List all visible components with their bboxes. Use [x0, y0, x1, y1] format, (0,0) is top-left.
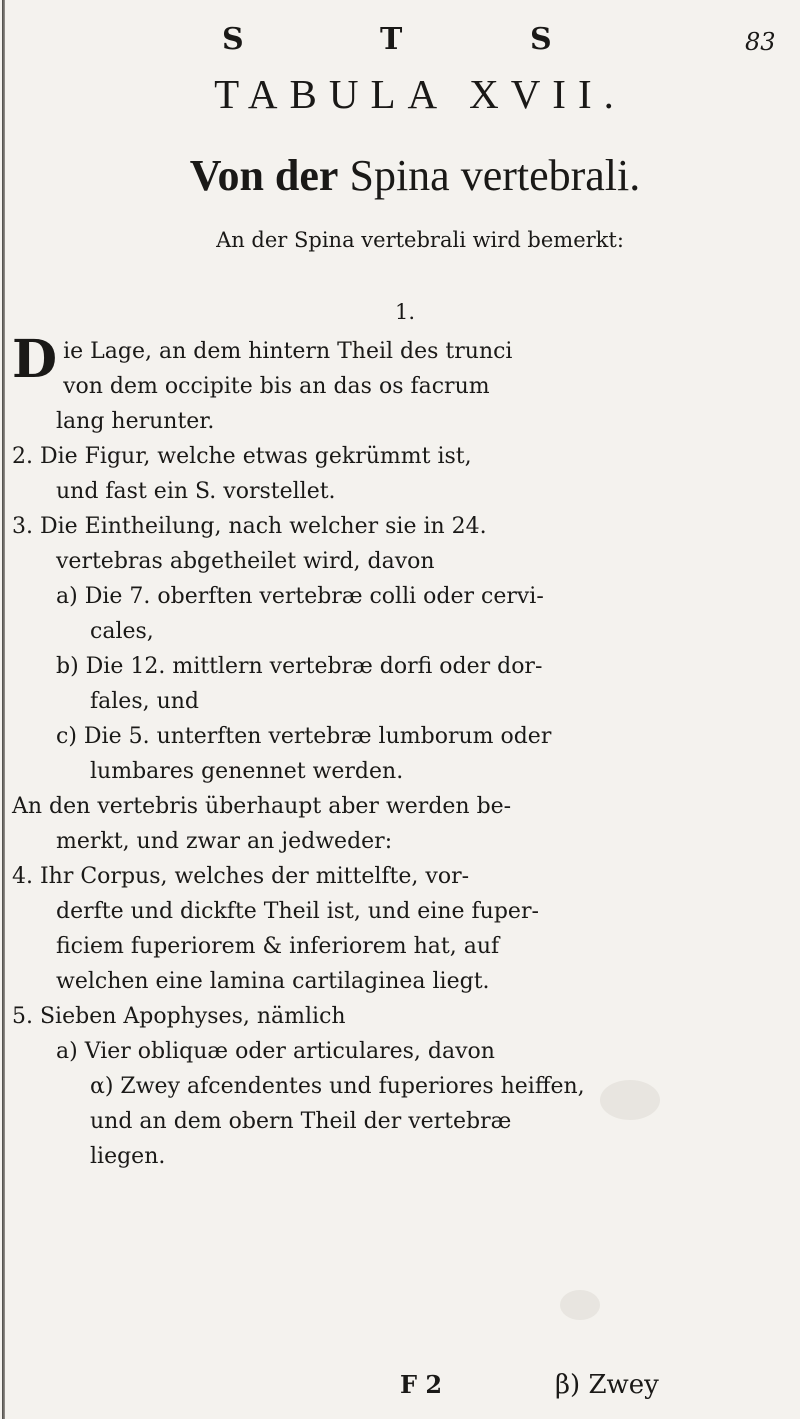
paragraph-eintheilung [12, 509, 772, 789]
header-signature-center: T [380, 22, 404, 57]
text-line: ie Lage, an dem hintern Theil des trunci [63, 339, 513, 364]
text-line: a) Vier obliquæ oder articulares, davon [56, 1039, 495, 1064]
intro-line: An der Spina vertebrali wird bemerkt: [216, 228, 624, 252]
text-line: a) Die 7. oberften vertebræ colli oder cervi- [56, 584, 544, 609]
text-line: b) Die 12. mittlern vertebræ dorfi oder dor- [56, 654, 543, 679]
paragraph-lage [12, 329, 772, 439]
text-line: liegen. [90, 1144, 166, 1169]
text-line: c) Die 5. unterften vertebræ lumborum oder [56, 724, 552, 749]
text-line: und fast ein S. vorstellet. [56, 479, 336, 504]
text-line: vertebras abgetheilet wird, davon [56, 549, 435, 574]
text-line: derfte und dickfte Theil ist, und eine fuper- [56, 899, 539, 924]
catchword: β) Zwey [555, 1370, 659, 1400]
paragraph-vertebris [12, 789, 772, 859]
paragraph-apophyses [12, 999, 772, 1174]
paragraph-corpus [12, 859, 772, 999]
text-line: und an dem obern Theil der vertebræ [90, 1109, 512, 1134]
text-line: fales, und [90, 689, 200, 714]
header-signature-left: S [222, 22, 245, 57]
drop-cap: D [12, 329, 58, 390]
text-line: welchen eine lamina cartilaginea liegt. [56, 969, 490, 994]
page-number: 83 [745, 28, 776, 56]
text-line: 5. Sieben Apophyses, nämlich [12, 1004, 346, 1029]
text-line: 4. Ihr Corpus, welches der mittelfte, vor- [12, 864, 470, 889]
text-line: merkt, und zwar an jedweder: [56, 829, 393, 854]
subtitle-latin: Spina vertebrali. [349, 151, 641, 200]
text-line: lang herunter. [56, 409, 215, 434]
text-line: α) Zwey afcendentes und fuperiores heiffen, [90, 1074, 585, 1099]
paper-stain [560, 1290, 600, 1320]
text-line: cales, [90, 619, 154, 644]
header-signature-right: S [530, 22, 553, 57]
signature-mark: F 2 [400, 1370, 443, 1399]
chapter-subtitle [135, 150, 695, 201]
text-line: von dem occipite bis an das os facrum [63, 374, 490, 399]
page-title: TABULA XVII. [214, 71, 626, 117]
body-text [12, 329, 772, 1174]
text-line: 2. Die Figur, welche etwas gekrümmt ist, [12, 444, 472, 469]
text-line: An den vertebris überhaupt aber werden be- [12, 794, 512, 819]
paragraph-figur [12, 439, 772, 509]
section-number: 1. [395, 300, 416, 324]
page-header [0, 22, 800, 62]
text-line: 3. Die Eintheilung, nach welcher sie in 24. [12, 514, 487, 539]
text-line: lumbares genennet werden. [90, 759, 404, 784]
binding-edge [2, 0, 5, 1419]
subtitle-german: Von der [189, 151, 339, 200]
text-line: ficiem fuperiorem & inferiorem hat, auf [56, 934, 500, 959]
page-footer [0, 1370, 800, 1410]
